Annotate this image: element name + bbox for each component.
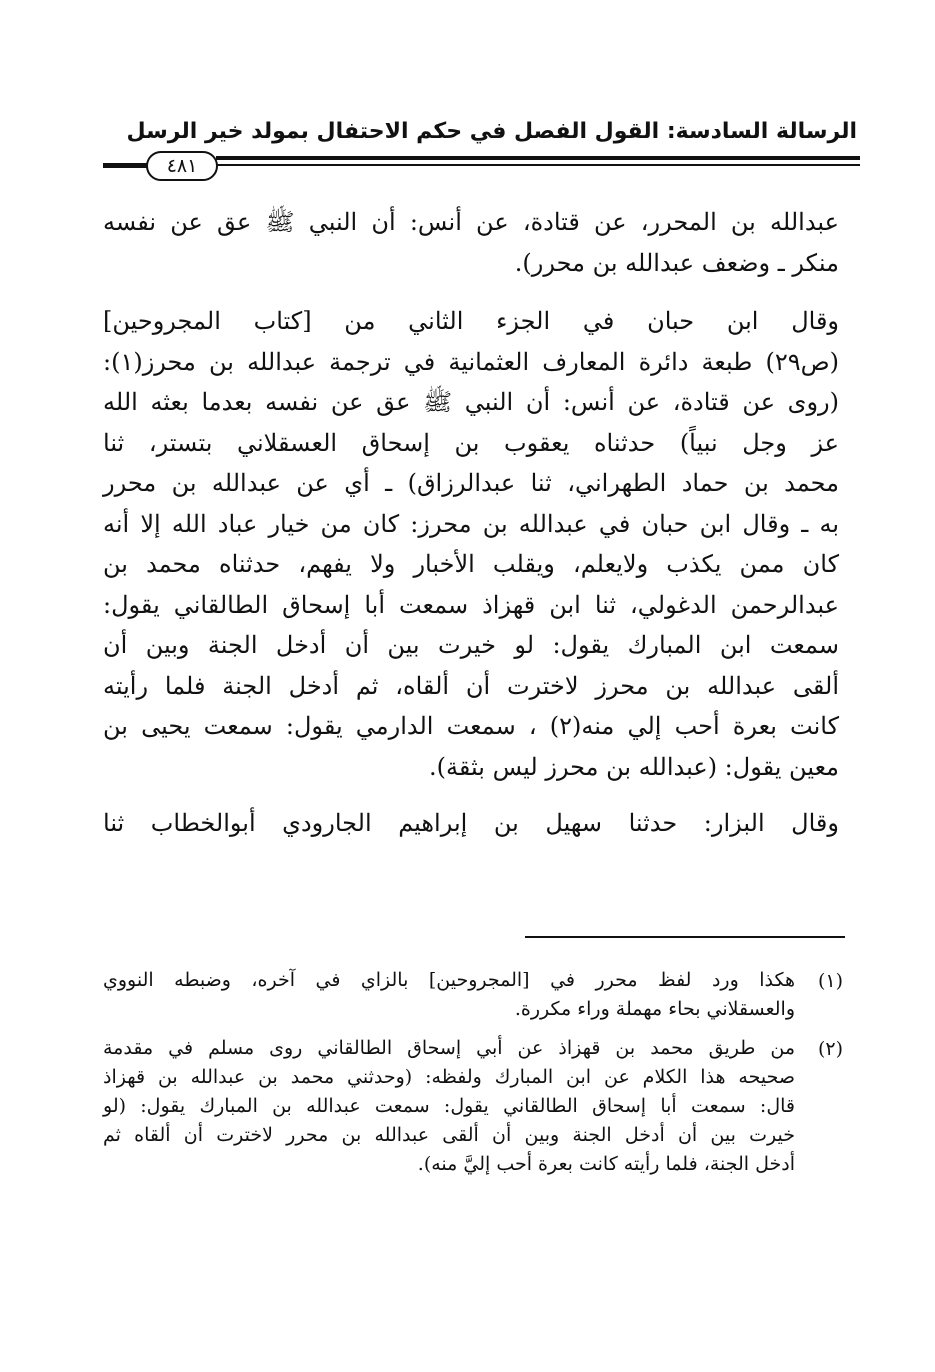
body-line: وقال البزار: حدثنا سهيل بن إبراهيم الجارودي أبوالخطاب ثنا [103, 809, 839, 837]
footnote-number: (٢) [817, 1038, 843, 1060]
header-rule-left [103, 163, 149, 168]
body-line: (ص٢٩) طبعة دائرة المعارف العثمانية في ترجمة عبدالله بن محرز(١): [103, 347, 839, 376]
body-line: معين يقول: (عبدالله بن محرز ليس بثقة). [429, 752, 839, 781]
footnotes [103, 966, 843, 1179]
footnote-line: من طريق محمد بن قهزاذ عن أبي إسحاق الطالقاني روى مسلم في مقدمة [103, 1037, 795, 1059]
body-line: عبدالرحمن الدغولي، ثنا ابن قهزاذ سمعت أبا إسحاق الطالقاني يقول: [103, 590, 839, 619]
footnote-line: قال: سمعت أبا إسحاق الطالقاني يقول: سمعت عبدالله بن المبارك يقول: (لو [103, 1095, 795, 1117]
footnote-line: خيرت بين أن أدخل الجنة وبين أن ألقى عبدالله بن محرر لاخترت أن ألقاه ثم [103, 1124, 795, 1146]
footnote-2 [103, 1034, 843, 1179]
page-number-badge: ٤٨١ [146, 151, 218, 181]
footnote-line: أدخل الجنة، فلما رأيته كانت بعرة أحب إليَّ منه). [417, 1153, 795, 1175]
body-line: به ـ وقال ابن حبان في عبدالله بن محرز: كان من خيار عباد الله إلا أنه [103, 509, 839, 538]
running-header-title: الرسالة السادسة: القول الفصل في حكم الاحتفال بمولد خير الرسل [126, 119, 857, 144]
body-line: عبدالله بن المحرر، عن قتادة، عن أنس: أن النبي ﷺ عق عن نفسه [103, 208, 839, 236]
footnote-line: هكذا ورد لفظ محرر في [المجروحين] بالزاي في آخره، وضبطه النووي [103, 969, 795, 991]
body-line: منكر ـ وضعف عبدالله بن محرر). [514, 248, 839, 277]
footnote-line: والعسقلاني بحاء مهملة وراء مكررة. [514, 998, 795, 1020]
footnote-1 [103, 966, 843, 1024]
body-line: عز وجل نبياً) حدثناه يعقوب بن إسحاق العسقلاني بتستر، ثنا [103, 428, 840, 457]
body-line: كانت بعرة أحب إلي منه(٢) ، سمعت الدارمي يقول: سمعت يحيى بن [103, 712, 839, 740]
body-line: كان ممن يكذب ولايعلم، ويقلب الأخبار ولا يفهم، حدثناه محمد بن [103, 550, 839, 578]
body-line: ألقى عبدالله بن محرز لاخترت أن ألقاه، ثم أدخل الجنة فلما رأيته [103, 671, 839, 700]
footnote-separator [525, 936, 845, 938]
body-line: (روى عن قتادة، عن أنس: أن النبي ﷺ عق عن نفسه بعدما بعثه الله [103, 388, 839, 416]
body-line: سمعت ابن المبارك يقول: لو خيرت بين أن أدخل الجنة وبين أن [103, 631, 839, 659]
footnote-line: صحيحه هذا الكلام عن ابن المبارك ولفظه: (وحدثني محمد بن عبدالله بن قهزاذ [103, 1066, 795, 1088]
body-line: محمد بن حماد الطهراني، ثنا عبدالرزاق) ـ أي عن عبدالله بن محرر [103, 469, 840, 497]
body-text [103, 202, 839, 844]
header-rule-thin [216, 164, 860, 166]
body-line: وقال ابن حبان في الجزء الثاني من [كتاب المجروحين] [103, 307, 839, 335]
header-rule-thick [216, 156, 860, 160]
footnote-number: (١) [817, 970, 843, 992]
